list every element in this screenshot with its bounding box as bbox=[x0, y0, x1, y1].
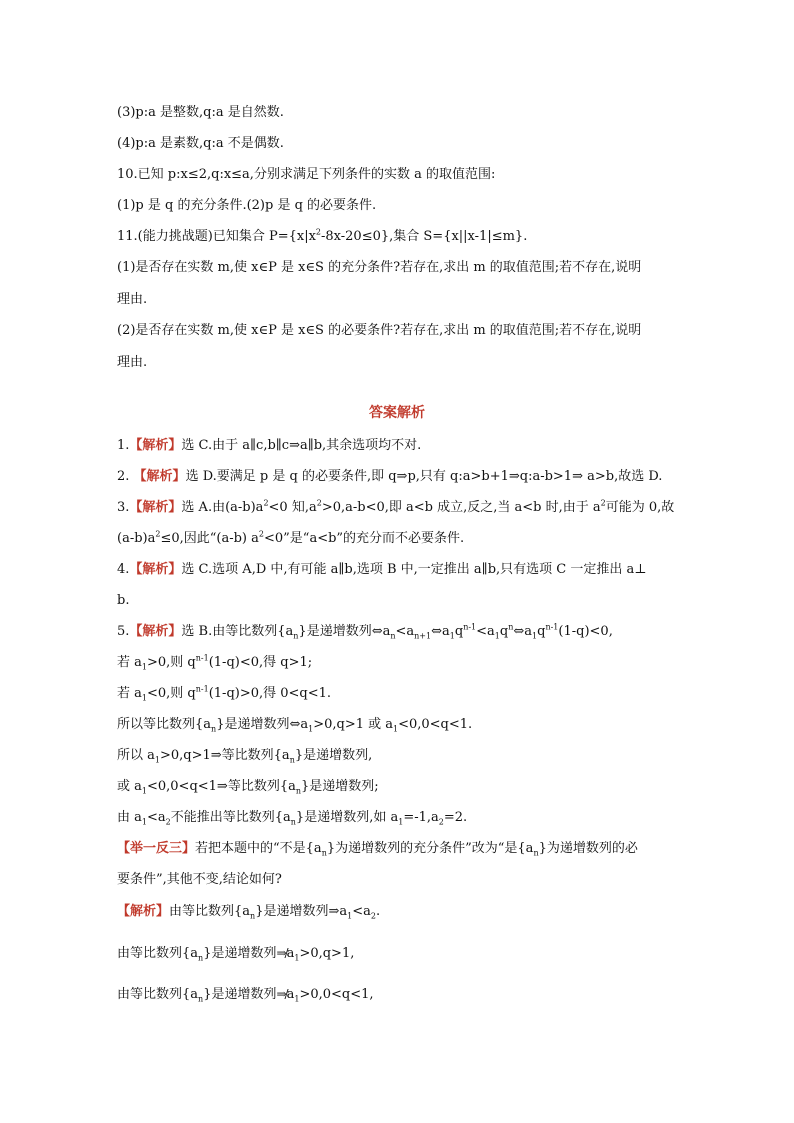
text: 由等比数列{a bbox=[117, 946, 199, 961]
text: <0,则 q bbox=[146, 686, 196, 701]
q10-text: 10.已知 p:x≤2,q:x≤a,分别求满足下列条件的实数 a 的取值范围: bbox=[117, 167, 496, 182]
q10 bbox=[117, 166, 697, 184]
text: 若把本题中的“不是{a bbox=[195, 841, 322, 856]
q11-2b-text: 理由. bbox=[117, 355, 148, 370]
q9-4-text: (4)p:a 是素数,q:a 不是偶数. bbox=[117, 136, 284, 151]
q9-3 bbox=[117, 104, 697, 122]
sub: 1 bbox=[141, 817, 147, 827]
text: }是递增数列, bbox=[294, 748, 373, 763]
answer-5-l9 bbox=[117, 747, 697, 765]
text: a bbox=[286, 987, 295, 1002]
tag: 【解析】 bbox=[129, 500, 182, 515]
sup: 2 bbox=[258, 529, 264, 539]
sub: n bbox=[198, 953, 204, 963]
text: 或 a bbox=[117, 779, 142, 794]
num: 2. bbox=[117, 469, 130, 484]
tag: 【举一反三】 bbox=[117, 841, 196, 856]
text: 所以等比数列{a bbox=[117, 717, 212, 732]
sub: 1 bbox=[294, 953, 300, 963]
text: (1-q)<0, bbox=[558, 624, 613, 639]
answer-2 bbox=[117, 468, 697, 486]
tag: 【解析】 bbox=[133, 469, 186, 484]
sub: 1 bbox=[141, 693, 147, 703]
sub: 1 bbox=[308, 724, 314, 734]
q10-sub bbox=[117, 197, 697, 215]
text: >0,q>1, bbox=[299, 946, 355, 961]
text: }是递增数列; bbox=[301, 779, 379, 794]
text: =2. bbox=[443, 810, 468, 825]
sub: 1 bbox=[154, 755, 160, 765]
sub: n bbox=[390, 631, 396, 641]
text: <a bbox=[146, 810, 166, 825]
sub: 1 bbox=[141, 662, 147, 672]
sub: 1 bbox=[347, 911, 353, 921]
q11-1b-text: 理由. bbox=[117, 292, 148, 307]
sup: 2 bbox=[600, 498, 606, 508]
q11-1a-text: (1)是否存在实数 m,使 x∈P 是 x∈S 的充分条件?若存在,求出 m 的取值范围;若不存在,说明 bbox=[117, 260, 642, 275]
sub: 1 bbox=[532, 631, 538, 641]
text: q bbox=[499, 624, 509, 639]
sub: n bbox=[289, 755, 295, 765]
text: >0,0<q<1, bbox=[299, 987, 374, 1002]
answer-3a bbox=[117, 499, 697, 517]
sub: 1 bbox=[398, 817, 404, 827]
text: <0,0<q<1. bbox=[398, 717, 473, 732]
text: . bbox=[375, 904, 381, 919]
answer-4b bbox=[117, 592, 697, 610]
answer-1 bbox=[117, 437, 697, 455]
text: (a-b)a bbox=[117, 531, 156, 546]
sub: 2 bbox=[370, 911, 376, 921]
text: }是递增数列 bbox=[203, 946, 277, 961]
not-implies-symbol: ⇒ bbox=[276, 946, 285, 960]
q9-3-text: (3)p:a 是整数,q:a 是自然数. bbox=[117, 105, 284, 120]
text: =-1,a bbox=[403, 810, 439, 825]
text: (1-q)<0,得 q>1; bbox=[208, 655, 313, 670]
not-implies-symbol: ⇒ bbox=[276, 987, 285, 1001]
text: 选 B.由等比数列{a bbox=[181, 624, 294, 639]
sup: n bbox=[508, 622, 514, 632]
q11-1a bbox=[117, 259, 697, 277]
answer-5-l7 bbox=[117, 685, 697, 703]
sub: n bbox=[290, 817, 296, 827]
sup: n-1 bbox=[195, 684, 209, 694]
text: 若 a bbox=[117, 686, 142, 701]
text: 由等比数列{a bbox=[117, 987, 199, 1002]
text: a bbox=[286, 946, 295, 961]
text: q bbox=[537, 624, 546, 639]
text: b. bbox=[117, 593, 130, 608]
text: }是递增数列,如 a bbox=[295, 810, 399, 825]
answer-5-l11 bbox=[117, 809, 697, 827]
text: 选 A.由(a-b)a bbox=[181, 500, 264, 515]
sup: 2 bbox=[155, 529, 161, 539]
answer-5-l10 bbox=[117, 778, 697, 796]
num: 5. bbox=[117, 624, 130, 639]
sub: n bbox=[250, 911, 256, 921]
answer-3b bbox=[117, 530, 697, 548]
q11 bbox=[117, 228, 697, 246]
text: <a bbox=[395, 624, 415, 639]
text: q bbox=[454, 624, 464, 639]
num: 4. bbox=[117, 562, 130, 577]
extension-a bbox=[117, 840, 697, 858]
text: ≤0,因此“(a-b) a bbox=[160, 531, 259, 546]
text: ⇔a bbox=[431, 624, 450, 639]
not-implies-icon: ⇒/ bbox=[276, 987, 287, 1001]
q11-1b bbox=[117, 291, 697, 309]
text: >0,q>1⇒等比数列{a bbox=[159, 748, 290, 763]
text: }为递增数列的充分条件”改为“是{a bbox=[326, 841, 534, 856]
sub: n+1 bbox=[414, 631, 432, 641]
q11-text-b: -8x-20≤0},集合 S={x||x-1|≤m}. bbox=[321, 229, 528, 244]
sub: 1 bbox=[393, 724, 399, 734]
text: }为递增数列的必 bbox=[538, 841, 638, 856]
q11-2a bbox=[117, 322, 697, 340]
sup: n-1 bbox=[463, 622, 477, 632]
text: 选 C.选项 A,D 中,有可能 a∥b,选项 B 中,一定推出 a∥b,只有选项 C 一定推出 a⊥ bbox=[181, 562, 647, 577]
text: 不能推出等比数列{a bbox=[170, 810, 291, 825]
text: 选 D.要满足 p 是 q 的必要条件,即 q⇒p,只有 q:a>b+1⇒q:a-b>1⇒ a>b,故选 D. bbox=[185, 469, 663, 484]
answer-5 bbox=[117, 623, 697, 641]
text: 若 a bbox=[117, 655, 142, 670]
tag: 【解析】 bbox=[129, 438, 182, 453]
sub: n bbox=[533, 848, 539, 858]
solution-2 bbox=[117, 944, 697, 963]
text: ⇔a bbox=[513, 624, 533, 639]
text: 可能为 0,故 bbox=[605, 500, 675, 515]
sup: 2 bbox=[263, 498, 269, 508]
text: <a bbox=[476, 624, 495, 639]
sup: 2 bbox=[315, 227, 321, 237]
sub: 1 bbox=[294, 994, 300, 1004]
num: 3. bbox=[117, 500, 130, 515]
solution-3 bbox=[117, 985, 697, 1004]
sub: n bbox=[295, 786, 301, 796]
answer-5-l8 bbox=[117, 716, 697, 734]
text: }是递增数列⇔a bbox=[298, 624, 391, 639]
answer-title: 答案解析 bbox=[369, 405, 425, 421]
sub: 2 bbox=[438, 817, 444, 827]
sub: n bbox=[198, 994, 204, 1004]
text: 所以 a bbox=[117, 748, 155, 763]
text: (1-q)>0,得 0<q<1. bbox=[208, 686, 332, 701]
q10-sub-text: (1)p 是 q 的充分条件.(2)p 是 q 的必要条件. bbox=[117, 198, 377, 213]
text: 由等比数列{a bbox=[169, 904, 251, 919]
text: >0,q>1 或 a bbox=[313, 717, 393, 732]
not-implies-icon: ⇒/ bbox=[276, 946, 287, 960]
text: }是递增数列⇔a bbox=[216, 717, 309, 732]
sup: n-1 bbox=[195, 653, 209, 663]
q9-4 bbox=[117, 135, 697, 153]
text: >0,则 q bbox=[146, 655, 196, 670]
sub: 1 bbox=[141, 786, 147, 796]
text: <0,0<q<1⇒等比数列{a bbox=[146, 779, 296, 794]
text: }是递增数列 bbox=[203, 987, 277, 1002]
sup: n-1 bbox=[545, 622, 559, 632]
text: >0,a-b<0,即 a<b 成立,反之,当 a<b 时,由于 a bbox=[321, 500, 601, 515]
sub: n bbox=[293, 631, 299, 641]
extension-b bbox=[117, 871, 697, 889]
tag: 【解析】 bbox=[129, 562, 182, 577]
q11-text-a: 11.(能力挑战题)已知集合 P={x|x bbox=[117, 229, 316, 244]
text: 选 C.由于 a∥c,b∥c⇒a∥b,其余选项均不对. bbox=[181, 438, 422, 453]
solution-1 bbox=[117, 903, 697, 921]
tag: 【解析】 bbox=[117, 904, 170, 919]
q11-2a-text: (2)是否存在实数 m,使 x∈P 是 x∈S 的必要条件?若存在,求出 m 的取值范围;若不存在,说明 bbox=[117, 323, 642, 338]
tag: 【解析】 bbox=[129, 624, 182, 639]
text: 要条件”,其他不变,结论如何? bbox=[117, 872, 282, 887]
num: 1. bbox=[117, 438, 130, 453]
sub: n bbox=[321, 848, 327, 858]
sub: 1 bbox=[449, 631, 455, 641]
text: <0 知,a bbox=[268, 500, 317, 515]
answer-4a bbox=[117, 561, 697, 579]
text: 由 a bbox=[117, 810, 142, 825]
sup: 2 bbox=[316, 498, 322, 508]
sub: 2 bbox=[165, 817, 171, 827]
text: <a bbox=[352, 904, 371, 919]
sub: 1 bbox=[494, 631, 500, 641]
answer-5-l6 bbox=[117, 654, 697, 672]
q11-2b bbox=[117, 354, 697, 372]
sub: n bbox=[211, 724, 217, 734]
text: }是递增数列⇒a bbox=[255, 904, 348, 919]
text: <0”是“a<b”的充分而不必要条件. bbox=[263, 531, 465, 546]
